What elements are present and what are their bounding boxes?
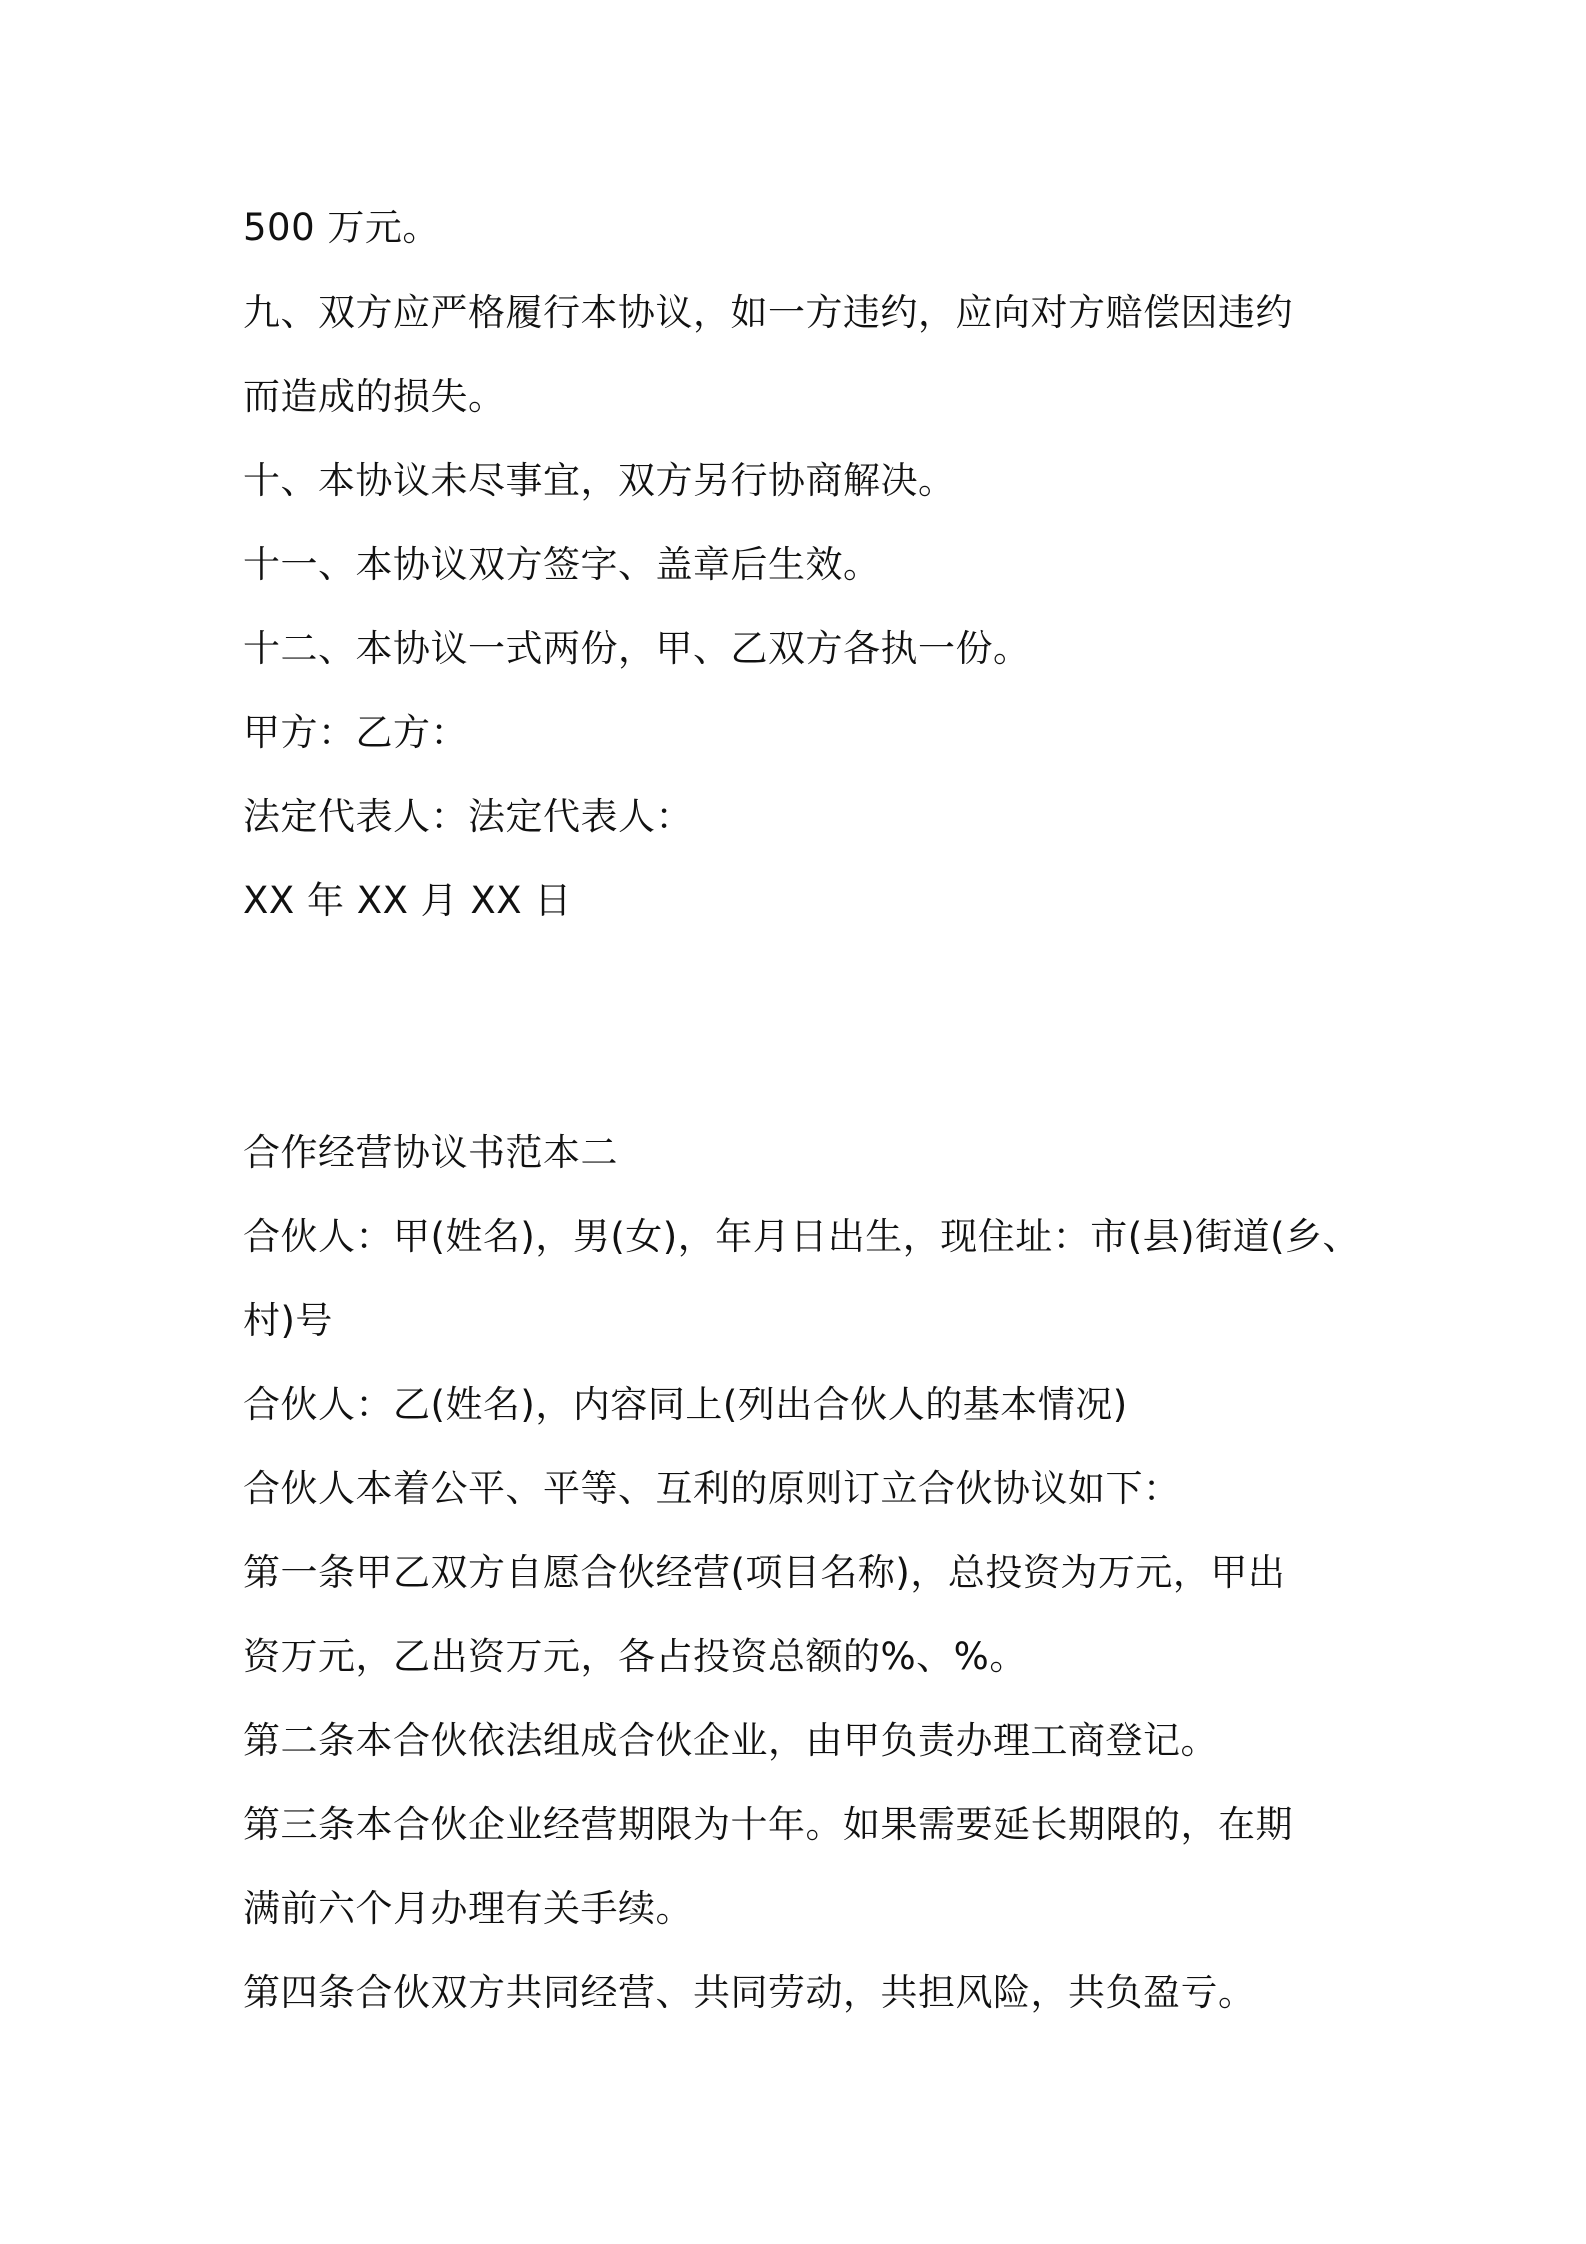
article-line: 资万元，乙出资万元，各占投资总额的%、%。 [243,1635,1027,1678]
text-line: 九、双方应严格履行本协议，如一方违约，应向对方赔偿因违约 [243,291,1293,334]
signature-party-line: 甲方：乙方： [243,711,468,754]
section-title: 合作经营协议书范本二 [243,1131,618,1174]
article-line: 第二条本合伙依法组成合伙企业，由甲负责办理工商登记。 [243,1719,1218,1762]
text-line: 而造成的损失。 [243,375,506,418]
text-line: 十、本协议未尽事宜，双方另行协商解决。 [243,459,956,502]
text-line: 村)号 [243,1299,333,1342]
text-line: 合伙人：甲(姓名)，男(女)，年月日出生，现住址：市(县)街道(乡、 [243,1215,1361,1258]
text-line: 500 万元。 [243,206,440,249]
article-line: 满前六个月办理有关手续。 [243,1887,693,1930]
article-line: 第一条甲乙双方自愿合伙经营(项目名称)，总投资为万元，甲出 [243,1551,1286,1594]
text-line: 十二、本协议一式两份，甲、乙双方各执一份。 [243,627,1031,670]
legal-representative-line: 法定代表人：法定代表人： [243,795,693,838]
article-line: 第四条合伙双方共同经营、共同劳动，共担风险，共负盈亏。 [243,1971,1256,2014]
text-line: 合伙人：乙(姓名)，内容同上(列出合伙人的基本情况) [243,1383,1128,1426]
article-line: 第三条本合伙企业经营期限为十年。如果需要延长期限的，在期 [243,1803,1293,1846]
date-line: XX 年 XX 月 XX 日 [243,879,572,922]
text-line: 合伙人本着公平、平等、互利的原则订立合伙协议如下： [243,1467,1181,1510]
text-line: 十一、本协议双方签字、盖章后生效。 [243,543,881,586]
